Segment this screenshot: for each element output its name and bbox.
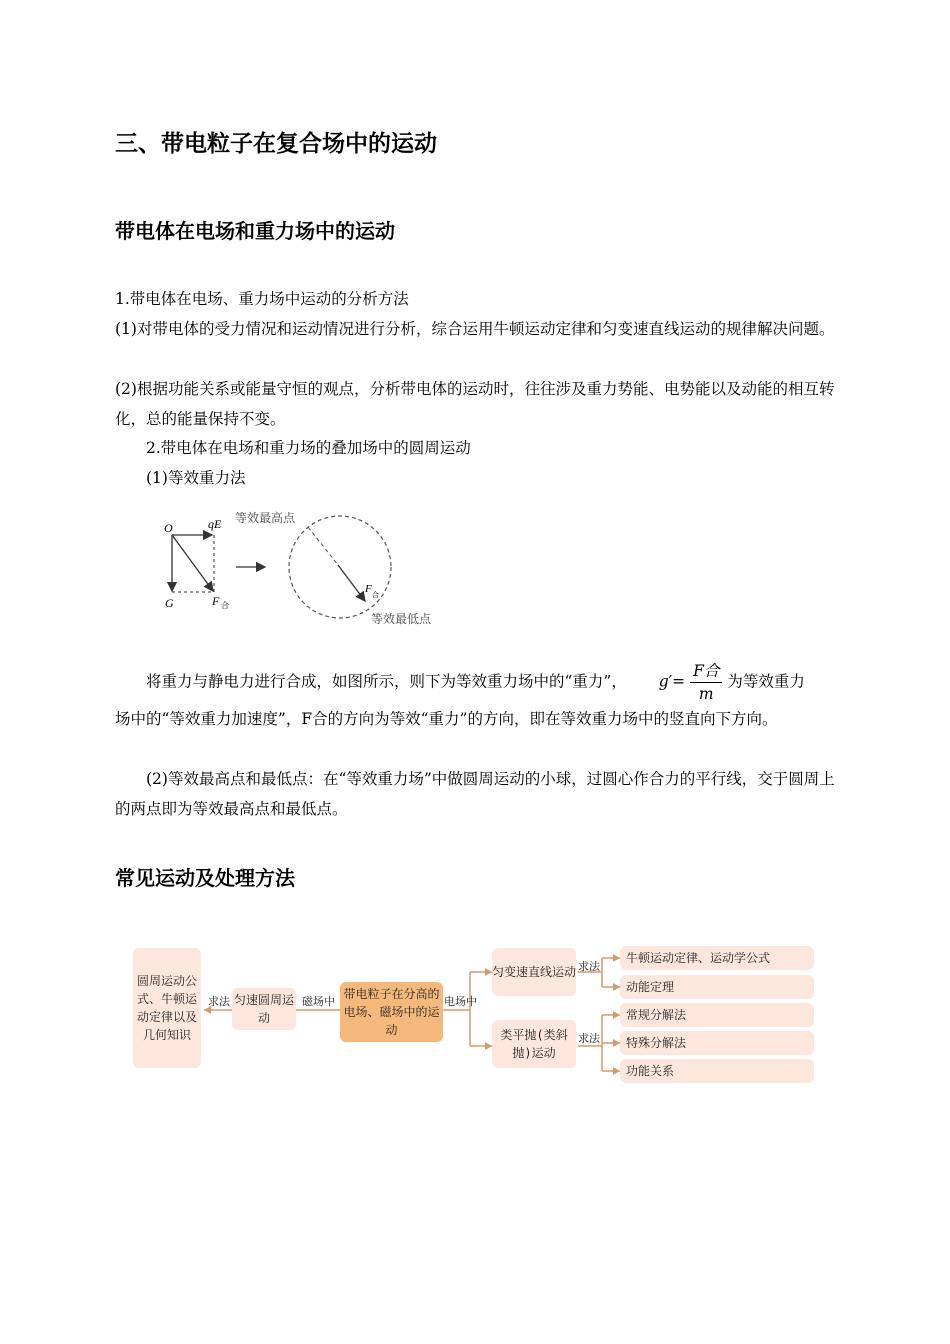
electric-field-label: 电场中 <box>444 995 477 1008</box>
paragraph-4: 2.带电体在电场和重力场的叠加场中的圆周运动 <box>146 439 471 457</box>
projectile-result-1: 常规分解法 <box>620 1003 814 1027</box>
label-bottom-point: 等效最低点 <box>371 612 432 626</box>
label-qe: qE <box>208 517 222 531</box>
projectile-method-label: 求法 <box>578 1032 600 1045</box>
formula-lhs: g′= <box>658 672 686 691</box>
projectile-result-2: 特殊分解法 <box>620 1031 814 1055</box>
magnetic-field-label: 磁场中 <box>302 995 335 1008</box>
label-f-sub: 合 <box>221 601 229 610</box>
label-o: O <box>164 521 173 535</box>
paragraph-6c: 场中的“等效重力加速度”，F合的方向为等效“重力”的方向，即在等效重力场中的竖直向下方向。 <box>115 710 778 728</box>
formula-numerator: F合 <box>690 660 722 683</box>
linear-motion-box: 匀变速直线运动 <box>492 948 576 996</box>
label-g: G <box>165 596 174 610</box>
linear-method-label: 求法 <box>578 960 600 973</box>
circle-motion-box: 匀速圆周运动 <box>232 988 296 1030</box>
circle-method-label: 求法 <box>208 995 230 1008</box>
label-f2: F <box>365 583 372 595</box>
circle-result-box: 圆周运动公式、牛顿运动定律以及几何知识 <box>133 948 201 1068</box>
central-topic-box: 带电粒子在分高的电场、磁场中的运动 <box>340 982 443 1042</box>
projectile-motion-box: 类平抛(类斜抛)运动 <box>492 1020 576 1068</box>
projectile-result-3: 功能关系 <box>620 1059 814 1083</box>
formula-denominator: m <box>698 685 714 703</box>
linear-result-2: 动能定理 <box>620 975 814 999</box>
label-f: F <box>212 594 220 608</box>
section-title-2: 常见运动及处理方法 <box>115 866 295 890</box>
section-title-1: 带电体在电场和重力场中的运动 <box>115 219 395 243</box>
paragraph-3: (2)根据功能关系或能量守恒的观点，分析带电体的运动时，往往涉及重力势能、电势能以及动能的相互转化，总的能量保持不变。 <box>115 380 835 428</box>
paragraph-5: (1)等效重力法 <box>146 469 246 487</box>
linear-result-1: 牛顿运动定律、运动学公式 <box>620 946 814 970</box>
paragraph-2: (1)对带电体的受力情况和运动情况进行分析，综合运用牛顿运动定律和匀变速直线运动的规律解决问题。 <box>115 320 835 338</box>
paragraph-1: 1.带电体在电场、重力场中运动的分析方法 <box>115 290 409 308</box>
paragraph-6b-text: 为等效重力 <box>727 672 805 691</box>
label-f2-sub: 合 <box>372 591 379 599</box>
paragraph-6a-text: 将重力与静电力进行合成，如图所示，则下为等效重力场中的“重力”， <box>146 672 627 691</box>
paragraph-7: (2)等效最高点和最低点：在“等效重力场”中做圆周运动的小球，过圆心作合力的平行线，交于圆周上的两点即为等效最高点和最低点。 <box>115 770 835 818</box>
label-top-point: 等效最高点 <box>235 511 296 525</box>
page-title: 三、带电粒子在复合场中的运动 <box>115 131 437 157</box>
